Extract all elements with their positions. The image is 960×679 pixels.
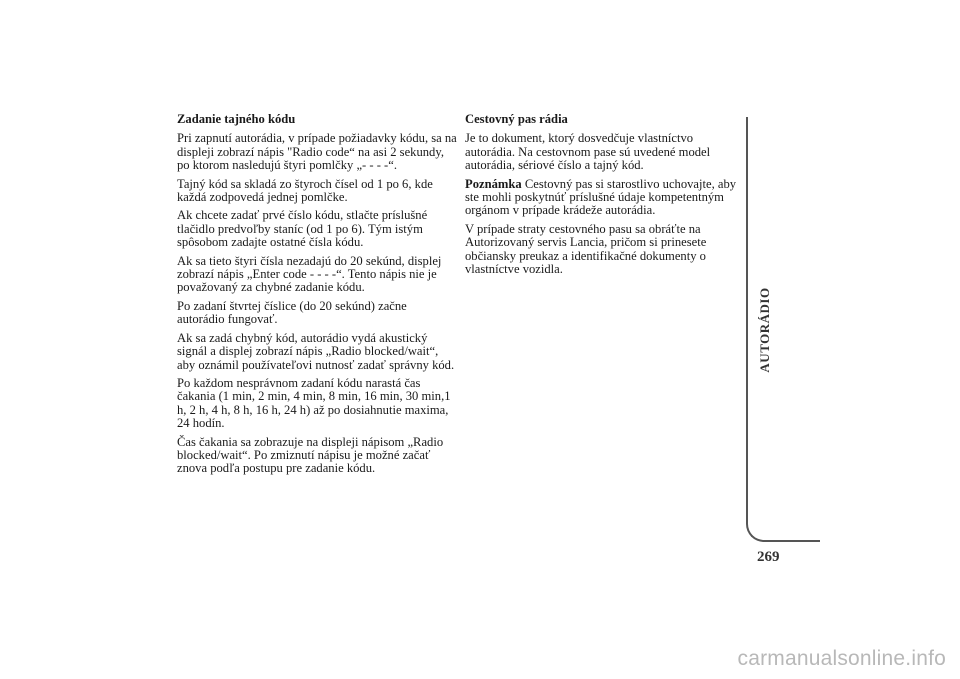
paragraph: Pri zapnutí autorádia, v prípade požiadavky kódu, sa na displeji zobrazí nápis "Radio code“ na asi 2 sekundy, po ktorom nasledujú štyri pomlčky „- - - -“. bbox=[177, 131, 457, 173]
page-number: 269 bbox=[757, 549, 780, 565]
paragraph: Po zadaní štvrtej číslice (do 20 sekúnd) začne autorádio fungovať. bbox=[177, 298, 407, 327]
paragraph: Čas čakania sa zobrazuje na displeji nápisom „Radio blocked/wait“. Po zmiznutí nápisu je možné začať znova podľa postupu pre zadanie kódu. bbox=[177, 434, 444, 476]
note-label: Poznámka bbox=[465, 176, 522, 191]
paragraph: Ak sa zadá chybný kód, autorádio vydá akustický signál a displej zobrazí nápis „Radio blocked/wait“, aby oznámil používateľovi nutnosť zadať správny kód. bbox=[177, 330, 455, 372]
note-paragraph bbox=[465, 178, 740, 218]
paragraph: Je to dokument, ktorý dosvedčuje vlastníctvo autorádia. Na cestovnom pase sú uvedené model autorádia, sériové číslo a tajný kód. bbox=[465, 131, 711, 173]
note-text: Cestovný pas si starostlivo uchovajte, aby ste mohli poskytnúť príslušné údaje kompetentným orgánom v prípade krádeže autorádia. bbox=[465, 176, 737, 218]
paragraph: Tajný kód sa skladá zo štyroch čísel od 1 po 6, kde každá zodpovedá jednej pomlčke. bbox=[177, 176, 433, 205]
section-heading-secret-code: Zadanie tajného kódu bbox=[177, 112, 296, 126]
right-column bbox=[465, 113, 740, 281]
paragraph: Ak chcete zadať prvé číslo kódu, stlačte príslušné tlačidlo predvoľby staníc (od 1 po 6). Tým istým spôsobom zadajte ostatné čísla kódu. bbox=[177, 208, 428, 250]
paragraph: Ak sa tieto štyri čísla nezadajú do 20 sekúnd, displej zobrazí nápis „Enter code - - - -“. Tento nápis nie je považovaný za chybné zadanie kódu. bbox=[177, 253, 442, 295]
section-heading-radio-passport: Cestovný pas rádia bbox=[465, 112, 568, 126]
paragraph: Po každom nesprávnom zadaní kódu narastá čas čakania (1 min, 2 min, 4 min, 8 min, 16 min, 30 min,1 h, 2 h, 4 h, 8 h, 16 h, 24 h) až po dosiahnutie maxima, 24 hodín. bbox=[177, 375, 451, 431]
watermark: carmanualsonline.info bbox=[737, 647, 946, 670]
chapter-tab-label: AUTORÁDIO bbox=[757, 287, 772, 373]
left-column bbox=[177, 113, 457, 481]
paragraph: V prípade straty cestovného pasu sa obráťte na Autorizovaný servis Lancia, pričom si prinesete občiansky preukaz a identifikačné dokumenty o vlastníctve vozidla. bbox=[465, 221, 707, 277]
